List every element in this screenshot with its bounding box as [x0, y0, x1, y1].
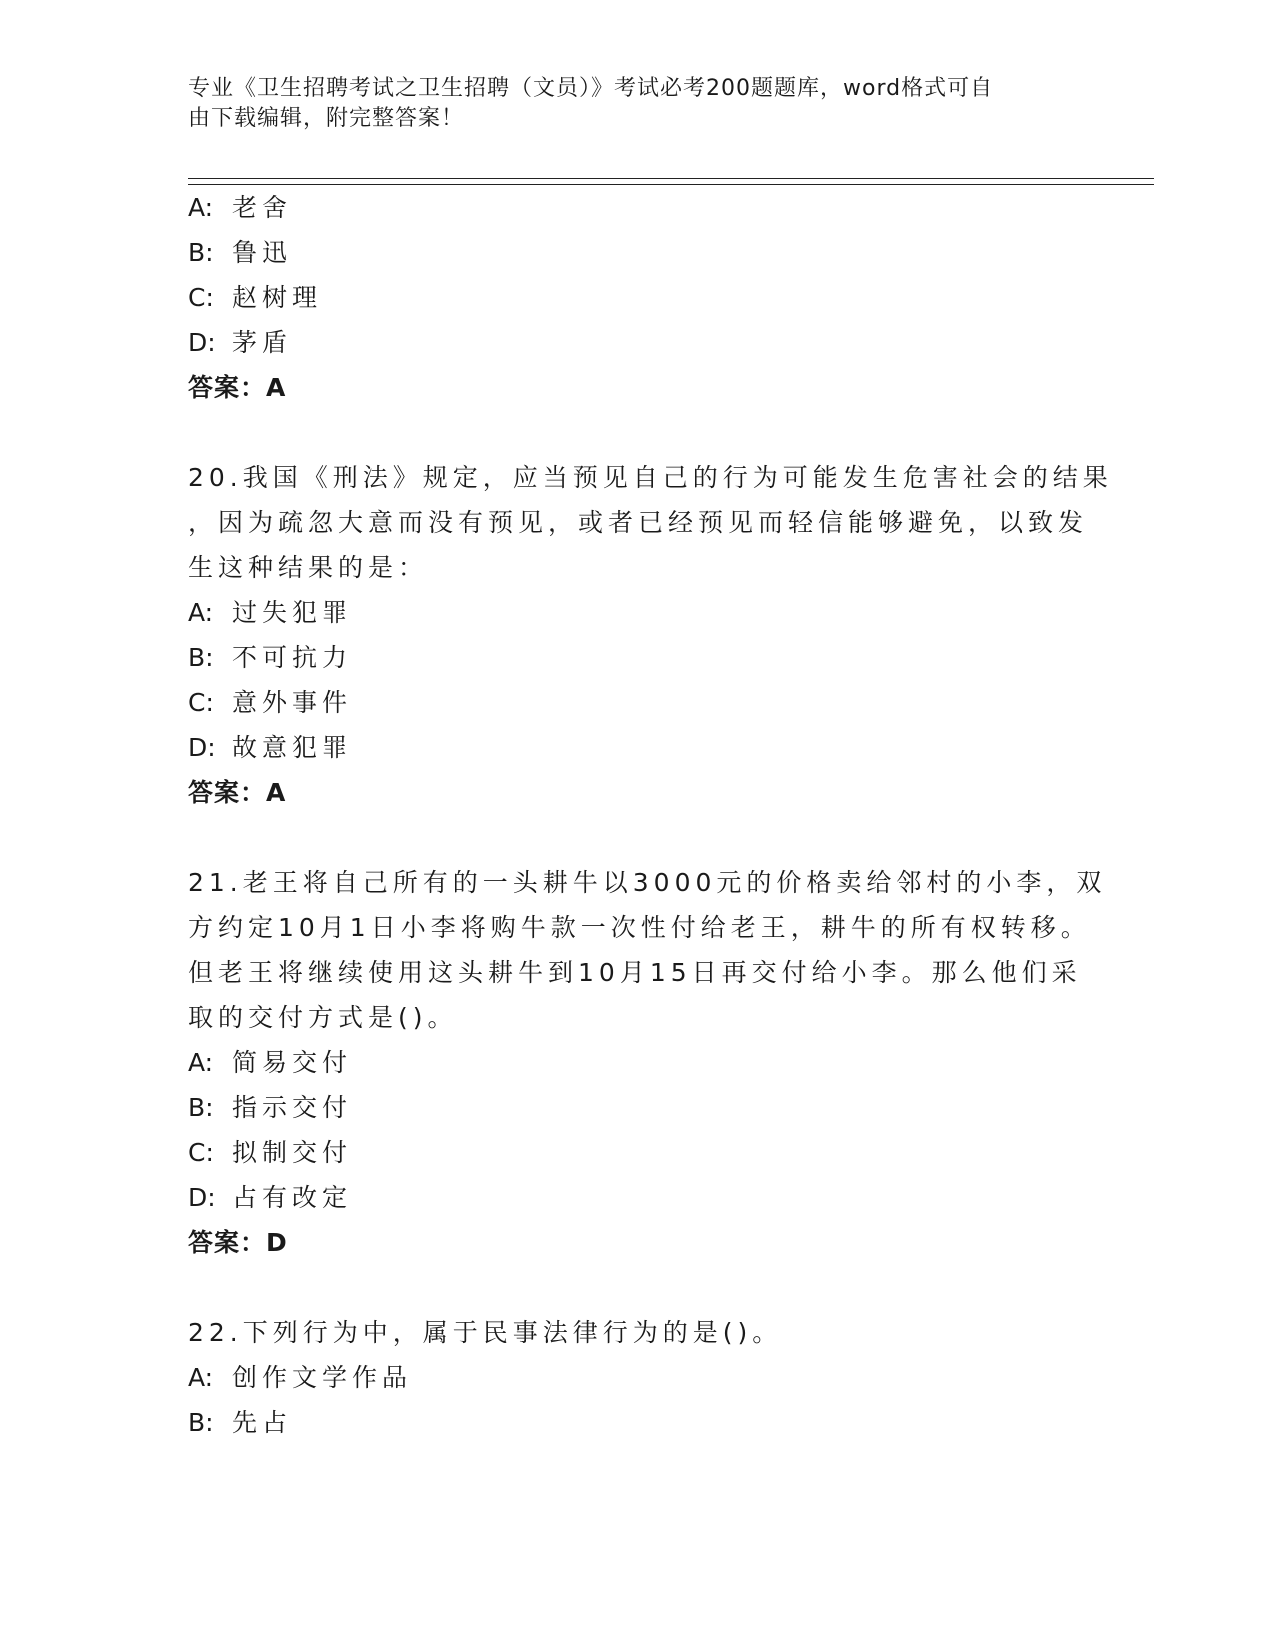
option-text: 拟制交付 [232, 1138, 353, 1167]
header-divider-bottom [188, 184, 1154, 185]
question-stem-line: 方约定10月1日小李将购牛款一次性付给老王，耕牛的所有权转移。 [188, 913, 1091, 942]
option-text: 不可抗力 [232, 643, 353, 672]
option-letter: D: [188, 1183, 216, 1212]
option-letter: A: [188, 193, 214, 222]
document-header [188, 74, 1068, 134]
option-row [188, 732, 352, 764]
question-stem-line: 21.老王将自己所有的一头耕牛以3000元的价格卖给邻村的小李，双 [188, 868, 1107, 897]
header-line-1: 专业《卫生招聘考试之卫生招聘（文员）》考试必考200题题库，word格式可自 [188, 76, 994, 101]
option-letter: C: [188, 1138, 214, 1167]
option-letter: A: [188, 1048, 214, 1077]
option-text: 老舍 [232, 193, 293, 222]
header-divider-top [188, 178, 1154, 179]
question-stem-line: 22.下列行为中，属于民事法律行为的是()。 [188, 1318, 783, 1347]
option-letter: B: [188, 1408, 214, 1437]
option-row [188, 1137, 352, 1169]
option-row [188, 687, 352, 719]
option-row [188, 1362, 412, 1394]
answer-line: 答案：A [188, 373, 287, 402]
option-text: 意外事件 [232, 688, 353, 717]
option-text: 鲁迅 [232, 238, 293, 267]
option-letter: C: [188, 688, 214, 717]
question-stem-line: ，因为疏忽大意而没有预见，或者已经预见而轻信能够避免，以致发 [188, 508, 1089, 537]
option-row [188, 597, 352, 629]
option-letter: B: [188, 643, 214, 672]
option-row [188, 237, 292, 269]
header-line-2: 由下载编辑，附完整答案！ [188, 106, 465, 131]
option-text: 简易交付 [232, 1048, 353, 1077]
option-row [188, 642, 352, 674]
option-text: 故意犯罪 [232, 733, 353, 762]
option-row [188, 327, 292, 359]
question-stem-line: 生这种结果的是： [188, 553, 429, 582]
option-text: 过失犯罪 [232, 598, 353, 627]
question-stem-line: 20.我国《刑法》规定，应当预见自己的行为可能发生危害社会的结果 [188, 463, 1113, 492]
option-letter: D: [188, 733, 216, 762]
option-row [188, 1092, 352, 1124]
option-letter: C: [188, 283, 214, 312]
option-row [188, 1047, 352, 1079]
option-row [188, 1182, 352, 1214]
option-row [188, 192, 292, 224]
answer-line: 答案：D [188, 1228, 288, 1257]
option-text: 指示交付 [232, 1093, 353, 1122]
option-letter: D: [188, 328, 216, 357]
option-letter: B: [188, 238, 214, 267]
option-letter: B: [188, 1093, 214, 1122]
option-text: 先占 [232, 1408, 293, 1437]
option-text: 赵树理 [232, 283, 323, 312]
option-row [188, 282, 322, 314]
option-text: 茅盾 [232, 328, 293, 357]
answer-line: 答案：A [188, 778, 287, 807]
option-text: 创作文学作品 [232, 1363, 413, 1392]
option-text: 占有改定 [232, 1183, 353, 1212]
question-stem-line: 取的交付方式是()。 [188, 1003, 458, 1032]
question-stem-line: 但老王将继续使用这头耕牛到10月15日再交付给小李。那么他们采 [188, 958, 1082, 987]
option-letter: A: [188, 598, 214, 627]
option-letter: A: [188, 1363, 214, 1392]
option-row [188, 1407, 292, 1439]
